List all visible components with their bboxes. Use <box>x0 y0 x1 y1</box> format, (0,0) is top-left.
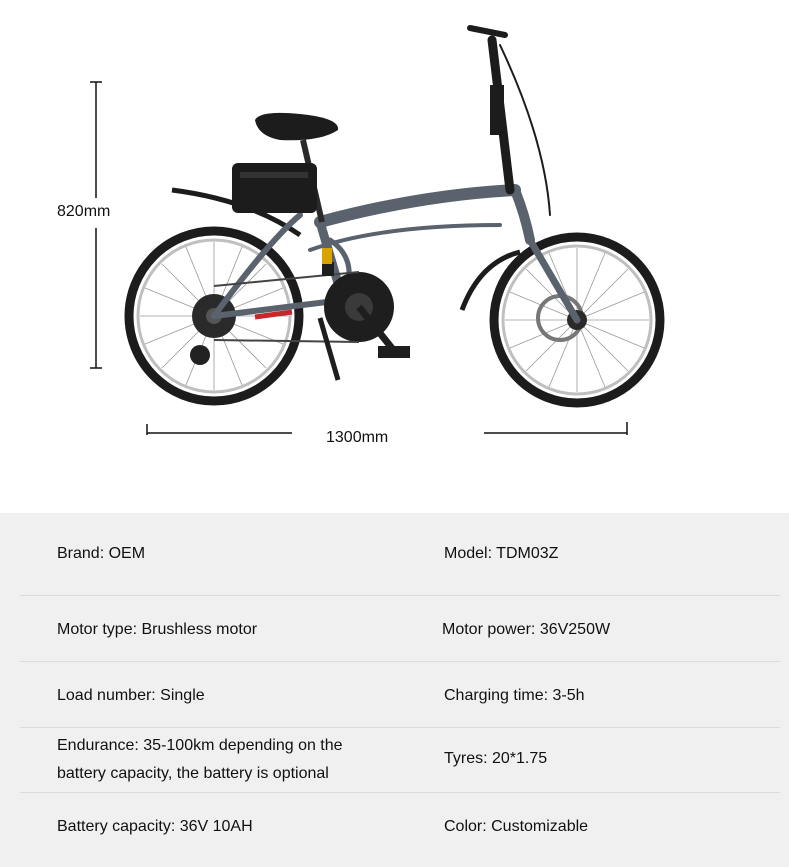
spec-row <box>20 513 780 596</box>
spec-battery-capacity: Battery capacity: 36V 10AH <box>57 818 253 835</box>
rear-derailleur <box>190 345 210 365</box>
spec-motor-power: Motor power: 36V250W <box>442 621 611 638</box>
spec-model: Model: TDM03Z <box>444 545 559 562</box>
spec-tyres: Tyres: 20*1.75 <box>444 750 548 767</box>
height-dimension-line <box>90 82 102 368</box>
spec-row <box>20 728 780 793</box>
front-fender <box>462 252 520 310</box>
spec-motor-type: Motor type: Brushless motor <box>57 621 258 638</box>
spec-row <box>20 662 780 728</box>
spec-load-number: Load number: Single <box>57 687 205 704</box>
length-dimension-label: 1300mm <box>326 429 389 446</box>
spec-endurance-line1: Endurance: 35-100km depending on the <box>57 737 343 754</box>
pedal <box>378 346 410 358</box>
spec-row <box>20 793 780 867</box>
spec-endurance-line2: battery capacity, the battery is optional <box>57 765 329 782</box>
spec-charging-time: Charging time: 3-5h <box>444 687 585 704</box>
pedal <box>322 262 334 276</box>
motor-controller <box>322 248 332 264</box>
height-dimension-label: 820mm <box>57 203 111 220</box>
seat <box>255 113 338 140</box>
spec-color: Color: Customizable <box>444 818 589 835</box>
spec-brand: Brand: OEM <box>57 545 146 562</box>
specifications-table <box>0 513 789 867</box>
battery-pack <box>232 163 317 213</box>
spec-row <box>20 596 780 662</box>
